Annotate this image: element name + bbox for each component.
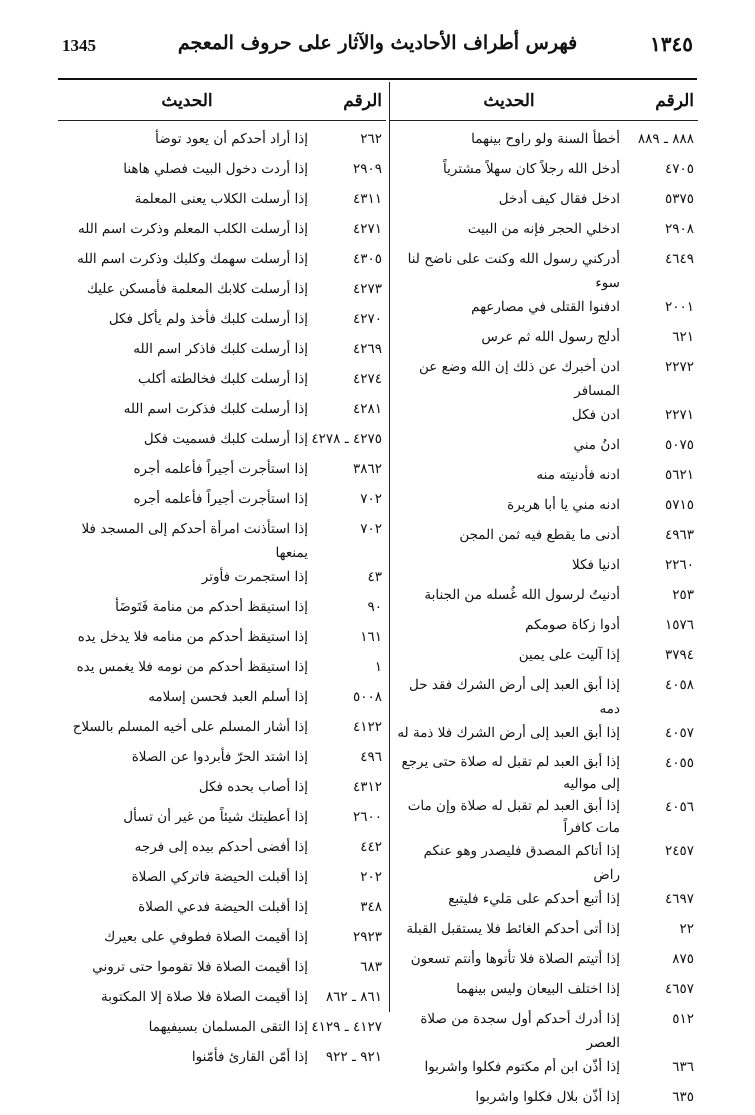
entry-hadith-text: إذا أرسلت كلبك فاذكر اسم الله <box>133 341 308 357</box>
entry-hadith-text: إذا أرسلت كلبك فذكرت اسم الله <box>123 401 308 417</box>
entry-number: ٧٠٢ <box>360 491 382 507</box>
entry-hadith-text: إذا استيقظ أحدكم من نومه فلا يغمس يده <box>76 659 308 675</box>
entry-hadith-text: إذا أتيتم الصلاة فلا تأتوها وأنتم تسعون <box>410 951 620 967</box>
entry-hadith-text: إذا أصاب بحده فكل <box>198 779 308 795</box>
index-entry <box>390 583 698 613</box>
entry-hadith-text: إذا اشتد الحرّ فأبردوا عن الصلاة <box>131 749 308 765</box>
column-header-number: الرقم <box>655 91 694 111</box>
entry-number: ٤٩٦٣ <box>664 527 694 543</box>
index-entry <box>390 433 698 463</box>
entry-hadith-text: إذا أقبلت الحيضة فاتركي الصلاة <box>131 869 308 885</box>
index-entry <box>58 367 386 397</box>
entry-hadith-text: إذا أذّن بلال فكلوا واشربوا <box>475 1089 620 1105</box>
index-entry <box>58 865 386 895</box>
entry-number: ٤٤٢ <box>360 839 382 855</box>
entry-hadith-text: إذا استأجرت أجيراً فأعلمه أجره <box>133 461 308 477</box>
index-entry <box>390 917 698 947</box>
entry-hadith-text: إذا أشار المسلم على أخيه المسلم بالسلاح <box>72 719 308 735</box>
entry-number: ٤٢٧٥ ـ ٤٢٧٨ <box>311 431 382 447</box>
entry-hadith-text: إذا أبق العبد لم تقبل له صلاة حتى يرجع إلى مواليه <box>401 754 620 792</box>
entry-hadith-text: أدخل الله رجلاً كان سهلاً مشترياً <box>443 161 620 177</box>
left-index-list <box>58 121 386 1075</box>
index-entry <box>390 403 698 433</box>
entry-hadith-text: ادن فكل <box>571 407 620 423</box>
entry-hadith-text: أدوا زكاة صومكم <box>525 617 620 633</box>
index-entry <box>58 745 386 775</box>
entry-number: ٩٢١ ـ ٩٢٢ <box>325 1049 382 1065</box>
entry-hadith-text: ادنه مني يا أبا هريرة <box>507 497 620 513</box>
entry-hadith-text: إذا استأجرت أجيراً فأعلمه أجره <box>133 491 308 507</box>
index-entry <box>390 795 698 839</box>
entry-number: ٤٢٨١ <box>352 401 382 417</box>
entry-hadith-text: إذا أفضى أحدكم بيده إلى فرجه <box>134 839 308 855</box>
entry-hadith-text: إذا أتاكم المصدق فليصدر وهو عنكم راض <box>423 843 620 883</box>
entry-number: ١٥٧٦ <box>664 617 694 633</box>
index-entry <box>58 427 386 457</box>
entry-number: ٤٩٦ <box>360 749 382 765</box>
entry-hadith-text: إذا أرسلت كلبك فخالطته أكلب <box>137 371 308 387</box>
entry-hadith-text: إذا استأذنت امرأة أحدكم إلى المسجد فلا يمنعها <box>81 521 308 561</box>
entry-hadith-text: إذا أرسلت كلبك فسميت فكل <box>143 431 308 447</box>
entry-number: ٢٠٠١ <box>664 299 694 315</box>
entry-hadith-text: ادخل فقال كيف أدخل <box>498 191 620 207</box>
entry-hadith-text: أدركني رسول الله وكنت على ناضح لنا سوء <box>407 251 620 291</box>
entry-number: ٢٦٢ <box>360 131 382 147</box>
entry-hadith-text: إذا أراد أحدكم أن يعود توضأ <box>155 131 308 147</box>
index-entry <box>58 127 386 157</box>
index-entry <box>58 307 386 337</box>
entry-number: ١ <box>374 659 382 675</box>
entry-hadith-text: إذا أمّن القارئ فأمّنوا <box>191 1049 308 1065</box>
entry-number: ٤٣١١ <box>352 191 382 207</box>
entry-hadith-text: إذا أبق العبد إلى أرض الشرك فلا ذمة له <box>397 725 620 741</box>
entry-number: ٢٩٠٩ <box>352 161 382 177</box>
entry-number: ٤٢٧٠ <box>352 311 382 327</box>
index-entry <box>58 337 386 367</box>
entry-number: ٤٠٥٧ <box>664 725 694 741</box>
entry-number: ٤٢٧٤ <box>352 371 382 387</box>
index-entry <box>390 1085 698 1115</box>
index-entry <box>58 805 386 835</box>
entry-number: ٢٠٢ <box>360 869 382 885</box>
index-entry <box>390 721 698 751</box>
entry-number: ٤٣١٢ <box>352 779 382 795</box>
entry-number: ٤٠٥٥ <box>664 755 694 771</box>
entry-number: ٥٣٧٥ <box>664 191 694 207</box>
index-entry <box>58 487 386 517</box>
entry-hadith-text: ادن أخبرك عن ذلك إن الله وضع عن المسافر <box>418 359 620 399</box>
entry-number: ٨٧٥ <box>672 951 694 967</box>
index-entry <box>390 613 698 643</box>
right-index-list <box>390 121 698 1115</box>
index-entry <box>390 247 698 295</box>
entry-hadith-text: أخطأ السنة ولو راوح بينهما <box>471 131 620 147</box>
index-entry <box>58 457 386 487</box>
index-entry <box>390 839 698 887</box>
entry-number: ٧٠٢ <box>360 521 382 537</box>
index-entry <box>390 187 698 217</box>
entry-number: ٢٢ <box>679 921 694 937</box>
entry-hadith-text: إذا اختلف البيعان وليس بينهما <box>456 981 620 997</box>
right-column <box>390 82 698 1105</box>
entry-hadith-text: إذا أتبع أحدكم على مَليء فليتبع <box>448 891 620 907</box>
index-entry <box>390 977 698 1007</box>
index-entry <box>58 895 386 925</box>
entry-number: ٢٢٦٠ <box>664 557 694 573</box>
entry-hadith-text: ادنُ مني <box>573 437 620 453</box>
index-entry <box>390 643 698 673</box>
index-entry <box>58 595 386 625</box>
entry-number: ٨٦١ ـ ٨٦٢ <box>325 989 382 1005</box>
entry-number: ٤٧٠٥ <box>664 161 694 177</box>
entry-hadith-text: إذا أقبلت الحيضة فدعي الصلاة <box>138 899 308 915</box>
entry-hadith-text: إذا أرسلت الكلاب يعنى المعلمة <box>134 191 308 207</box>
index-entry <box>58 277 386 307</box>
entry-number: ٣٤٨ <box>360 899 382 915</box>
index-entry <box>390 217 698 247</box>
entry-number: ٤٣٠٥ <box>352 251 382 267</box>
index-entry <box>58 985 386 1015</box>
entry-hadith-text: إذا أذّن ابن أم مكتوم فكلوا واشربوا <box>424 1059 620 1075</box>
entry-number: ٣٨٦٢ <box>352 461 382 477</box>
entry-hadith-text: إذا استجمرت فأوتر <box>201 569 308 585</box>
entry-number: ٤١٢٧ ـ ٤١٢٩ <box>311 1019 382 1035</box>
entry-number: ٥٠٠٨ <box>352 689 382 705</box>
entry-number: ٤٢٦٩ <box>352 341 382 357</box>
index-entry <box>58 1015 386 1045</box>
page-title: فهرس أطراف الأحاديث والآثار على حروف المعجم <box>177 32 578 54</box>
left-column <box>58 82 386 1065</box>
entry-hadith-text: إذا أرسلت الكلب المعلم وذكرت اسم الله <box>78 221 308 237</box>
index-entry <box>390 295 698 325</box>
index-entry <box>390 463 698 493</box>
index-entry <box>390 553 698 583</box>
index-entry <box>390 947 698 977</box>
index-entry <box>58 1045 386 1075</box>
index-entry <box>58 775 386 805</box>
index-entry <box>58 187 386 217</box>
entry-hadith-text: إذا أرسلت كلبك فأخذ ولم يأكل فكل <box>108 311 308 327</box>
entry-number: ٤٢٧٣ <box>352 281 382 297</box>
entry-number: ٨٨٨ ـ ٨٨٩ <box>637 131 694 147</box>
entry-number: ٢٦٠٠ <box>352 809 382 825</box>
index-entry <box>58 835 386 865</box>
entry-hadith-text: أدنيتُ لرسول الله غُسله من الجنابة <box>424 587 620 603</box>
entry-hadith-text: إذا أقيمت الصلاة فلا تقوموا حتى تروني <box>92 959 308 975</box>
index-entry <box>390 1007 698 1055</box>
entry-hadith-text: إذا أقيمت الصلاة فطوفي على بعيرك <box>104 929 308 945</box>
entry-number: ٥٧١٥ <box>664 497 694 513</box>
index-entry <box>58 565 386 595</box>
entry-number: ٤٠٥٦ <box>664 799 694 815</box>
entry-hadith-text: إذا أرسلت سهمك وكلبك وذكرت اسم الله <box>77 251 308 267</box>
index-entry <box>58 925 386 955</box>
entry-hadith-text: ادفنوا القتلى في مصارعهم <box>471 299 620 315</box>
entry-hadith-text: إذا أتى أحدكم الغائط فلا يستقبل القبلة <box>406 921 620 937</box>
entry-number: ٤٢٧١ <box>352 221 382 237</box>
index-entry <box>58 715 386 745</box>
index-entry <box>390 751 698 795</box>
entry-hadith-text: إذا استيقظ أحدكم من منامة فَتَوضَأ <box>115 599 308 615</box>
index-entry <box>390 673 698 721</box>
column-header-number: الرقم <box>343 91 382 111</box>
index-entry <box>58 247 386 277</box>
entry-number: ٩٠ <box>367 599 382 615</box>
entry-number: ٤٣ <box>367 569 382 585</box>
index-entry <box>390 493 698 523</box>
index-entry <box>390 325 698 355</box>
entry-number: ٤٦٩٧ <box>664 891 694 907</box>
entry-number: ٤٠٥٨ <box>664 677 694 693</box>
entry-hadith-text: إذا آليت على يمين <box>518 647 620 663</box>
index-entry <box>58 655 386 685</box>
index-entry <box>58 517 386 565</box>
entry-number: ٢٤٥٧ <box>664 843 694 859</box>
index-entry <box>58 685 386 715</box>
entry-number: ١٦١ <box>360 629 382 645</box>
index-entry <box>58 955 386 985</box>
entry-hadith-text: إذا أرسلت كلابك المعلمة فأمسكن عليك <box>86 281 308 297</box>
entry-hadith-text: إذا أبق العبد لم تقبل له صلاة وإن مات مات كافراً <box>407 798 620 836</box>
entry-hadith-text: إذا أسلم العبد فحسن إسلامه <box>148 689 308 705</box>
entry-hadith-text: إذا أدرك أحدكم أول سجدة من صلاة العصر <box>420 1011 620 1051</box>
entry-hadith-text: إذا أقيمت الصلاة فلا صلاة إلا المكتوبة <box>100 989 308 1005</box>
entry-hadith-text: إذا أعطيتك شيئاً من غير أن تسأل <box>123 809 308 825</box>
right-column-header <box>390 82 698 121</box>
column-header-hadith: الحديث <box>161 91 213 111</box>
entry-hadith-text: أدلج رسول الله ثم عرس <box>481 329 620 345</box>
entry-number: ٥١٢ <box>672 1011 694 1027</box>
entry-number: ٥٦٢١ <box>664 467 694 483</box>
index-entry <box>390 355 698 403</box>
entry-number: ٤٦٤٩ <box>664 251 694 267</box>
page-number-arabic: ١٣٤٥ <box>650 32 693 56</box>
entry-hadith-text: ادنه فأدنيته منه <box>536 467 620 483</box>
entry-number: ٦٢١ <box>672 329 694 345</box>
index-entry <box>390 523 698 553</box>
entry-number: ٢٩٠٨ <box>664 221 694 237</box>
entry-hadith-text: إذا أردت دخول البيت فصلي هاهنا <box>123 161 308 177</box>
entry-hadith-text: ادخلي الحجر فإنه من البيت <box>467 221 620 237</box>
left-column-header <box>58 82 386 121</box>
index-entry <box>58 157 386 187</box>
entry-hadith-text: إذا استيقظ أحدكم من منامه فلا يدخل يده <box>77 629 308 645</box>
index-entry <box>58 217 386 247</box>
index-entry <box>390 887 698 917</box>
entry-number: ٢٩٢٣ <box>352 929 382 945</box>
index-entry <box>58 397 386 427</box>
entry-hadith-text: إذا أبق العبد إلى أرض الشرك فقد حل دمه <box>409 677 620 717</box>
entry-hadith-text: ادنيا فكلا <box>572 557 620 573</box>
header-rule <box>58 78 697 80</box>
entry-number: ٢٥٣ <box>672 587 694 603</box>
page-number-latin: 1345 <box>62 36 96 55</box>
entry-number: ٣٧٩٤ <box>664 647 694 663</box>
index-entry <box>390 1055 698 1085</box>
entry-number: ٦٨٣ <box>360 959 382 975</box>
column-header-hadith: الحديث <box>483 91 535 111</box>
entry-number: ٤٦٥٧ <box>664 981 694 997</box>
index-entry <box>58 625 386 655</box>
entry-number: ٤١٢٢ <box>352 719 382 735</box>
entry-number: ٥٠٧٥ <box>664 437 694 453</box>
entry-number: ٢٢٧١ <box>664 407 694 423</box>
entry-hadith-text: إذا التقى المسلمان بسيفيهما <box>148 1019 308 1035</box>
entry-hadith-text: أدنى ما يقطع فيه ثمن المجن <box>459 527 620 543</box>
entry-number: ٦٣٥ <box>672 1089 694 1105</box>
entry-number: ٢٢٧٢ <box>664 359 694 375</box>
page-header <box>0 30 755 70</box>
index-entry <box>390 157 698 187</box>
entry-number: ٦٣٦ <box>672 1059 694 1075</box>
index-entry <box>390 127 698 157</box>
